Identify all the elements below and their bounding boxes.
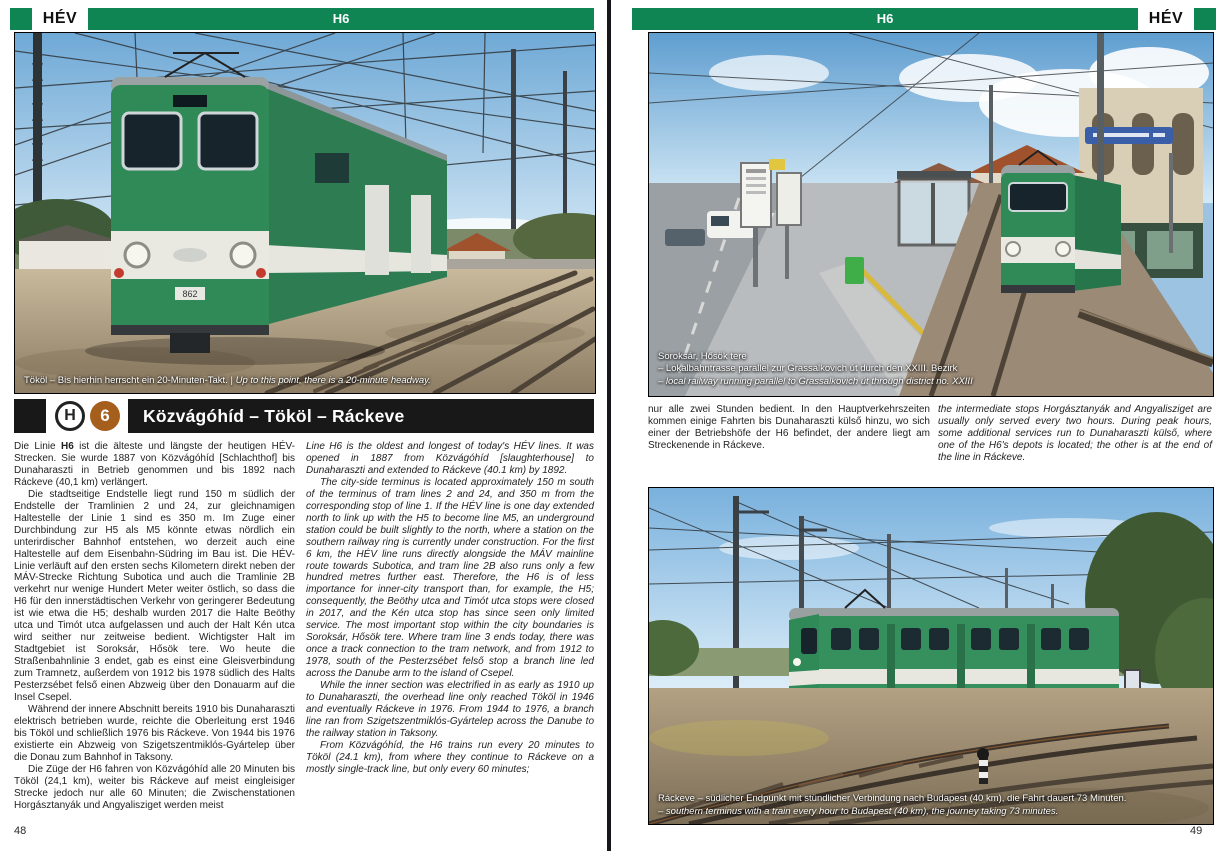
paragraph-de-3: Während der innere Abschnitt bereits 1910 bis Dunaharaszti elektrisch betrieben wurde, reichte die Oberleitung erst 1946 bis Tököl und schließlich 1976 bis Ráckeve. Von 1944 bis 1976 existierte ein Abzweig von Szigetszentmiklós-Gyártelep über die Donau zum Bahnhof in Taksony. <box>14 703 295 763</box>
paragraph-en-4: From Közvágóhíd, the H6 trains run every 20 minutes to Tököl (24.1 km), from where they continue to Ráckeve on a mostly single-track line, but only every 60 minutes; <box>306 739 594 775</box>
column-english-left-page <box>306 441 594 776</box>
header-line-bar-right <box>632 8 1138 30</box>
train-number-plate: 862 <box>182 289 198 299</box>
de-p1-lead: Die Linie <box>14 441 61 452</box>
platform-edge <box>423 259 595 269</box>
page-number-left: 48 <box>14 825 27 837</box>
header-green-square-right <box>1194 8 1216 30</box>
photo-tokol-station <box>14 32 596 394</box>
hev-logo-letter: H <box>64 407 76 424</box>
section-title-bar <box>128 399 594 433</box>
caption-soroksar-line2: – Lokalbahntrasse parallel zur Grassalkovich út durch den XXIII. Bezirk <box>658 363 958 374</box>
photo-caption-rackeve <box>658 793 1126 818</box>
photo-caption-tokol <box>24 375 431 388</box>
page-number-right: 49 <box>1190 825 1203 837</box>
photo-soroksar-street <box>648 32 1214 397</box>
caption-tokol-en: Up to this point, there is a 20-minute headway. <box>235 374 431 386</box>
paragraph-en-3: While the inner section was electrified in as early as 1910 up to Dunaharaszti, the overhead line only reached Tököl in 1946 and eventually Ráckeve in 1976. From 1944 to 1976, a branch line ran from Szigetszentmiklós-Gyártelep across the Danube to the railway station in Taksony. <box>306 680 594 739</box>
header-hev-label-left: HÉV <box>36 8 84 30</box>
caption-divider: | <box>230 374 233 386</box>
photo-rackeve-terminus <box>648 487 1214 825</box>
paragraph-de-1 <box>14 441 295 489</box>
trash-bin <box>845 257 864 284</box>
header-green-square-left <box>10 8 32 30</box>
paragraph-en-continuation: the intermediate stops Horgásztanyák and Angyalisziget are usually only served every two hours. During peak hours, some additional services run to Dunaharaszti külső, where one of the H6's depots is located; the other is at the end of the line in Ráckeve. <box>938 404 1212 463</box>
paragraph-de-4: Die Züge der H6 fahren von Közvágóhíd alle 20 Minuten bis Tököl (24,1 km), weiter bis Ráckeve auf meist eingleisiger Strecke jedoch nur alle 60 Minuten; die Zwischenstationen Horgásztanyák und Angyalisziget werden meist <box>14 763 295 811</box>
heading-black-square <box>14 399 46 433</box>
photo-soroksar-illustration <box>649 33 1213 396</box>
paragraph-de-continuation: nur alle zwei Stunden bedient. In den Hauptverkehrszeiten kommen einige Fahrten bis Dunaharaszti külső hinzu, wo sich einer der Betriebshöfe der H6 befindet, der andere liegt am Streckenende in Ráckeve. <box>648 404 930 451</box>
caption-tokol-de: Tököl – Bis hierhin herrscht ein 20-Minuten-Takt. <box>24 374 228 386</box>
paragraph-en-2: The city-side terminus is located approximately 150 m south of the terminus of tram lines 2 and 24, and 350 m from the corresponding stop of line 1. If the HÉV line is one day extended north to link up with the H5 to become line M5, an underground station could be built slightly to the north, where a station on the southern railway ring is currently under construction. For the first 6 km, the HÉV line runs directly alongside the MÁV mainline route towards Subotica, and tram line 2B also runs only a few hundred metres further east. Therefore, the H6 is of less importance for inner-city transport than, for example, the H5; consequently, the Beöthy utca and Timót utca stops were closed in 2017, and the Kén utca stop has since seen only limited service. The most important stop within the city boundaries is Soroksár, Hősök tere. Where tram line 3 ends today, there was once a track connection to the tram network, and from 1912 to 1978, south of the Pesterzsébet felső stop a branch line led across the Danube arm to the island of Csepel. <box>306 476 594 680</box>
header-hev-label-right: HÉV <box>1142 8 1190 30</box>
header-line-label-left: H6 <box>332 11 350 26</box>
column-german-left-page <box>14 441 295 812</box>
line-number-badge <box>90 401 120 431</box>
line-number-text: 6 <box>100 406 110 425</box>
page-right <box>613 0 1226 851</box>
header-line-bar-left <box>88 8 594 30</box>
photo-tokol-illustration <box>15 33 595 393</box>
hev-circle-logo <box>55 401 85 431</box>
de-p1-bold: H6 <box>60 441 74 452</box>
column-english-right-page <box>938 404 1212 464</box>
section-title: Közvágóhíd – Tököl – Ráckeve <box>143 406 405 426</box>
caption-rackeve-line1: Ráckeve – südlicher Endpunkt mit stündlicher Verbindung nach Budapest (40 km), die Fahrt dauert 73 Minuten. <box>658 793 1127 804</box>
caption-soroksar-line3: – local railway running parallel to Grassalkovich út through district no. XXIII <box>658 375 973 387</box>
column-german-right-page <box>648 404 930 452</box>
paragraph-en-1: Line H6 is the oldest and longest of today's HÉV lines. It was opened in 1887 from Közvágóhíd [slaughterhouse] to Dunaharaszti and extended to Ráckeve (40.1 km) by 1892. <box>306 441 594 476</box>
photo-rackeve-illustration <box>649 488 1213 824</box>
paragraph-de-2: Die stadtseitige Endstelle liegt rund 150 m südlich der Endstelle der Tramlinien 2 und 24, zur gleichnamigen Haltestelle der Linie 1 sind es 350 m. Im Zuge einer Durchbindung zur H5 als M5 könnte etwas nördlich ein unterirdischer Bahnhof entstehen, wo derzeit auch eine Haltestelle auf dem Eisenbahn-Südring im Bau ist. Die HÉV-Linie verläuft auf den ersten sechs Kilometern direkt neben der MÁV-Strecke Richtung Subotica und auch die Tramlinie 2B verkehrt nur wenige Hundert Meter weiter östlich, so dass die H6 für den innerstädtischen Verkehr von geringerer Bedeutung ist wie etwa die H5; deshalb wurden 2017 die Halte Beöthy utca und Timót utca aufgelassen und auch der Halt Kén utca wird seither nur zeitweise bedient. Wichtigster Halt im Stadtgebiet ist Soroksár, Hősök tere. Wo heute die Straßenbahnlinie 3 endet, gab es einst eine Gleisverbindung zum Tramnetz, außerdem von 1912 bis 1978 südlich des Halts Pesterzsébet felső einen Abzweig über den Donauarm auf die Insel Csepel. <box>14 488 295 704</box>
de-p1-rest: ist die älteste und längste der heutigen HÉV-Strecken. Sie wurde 1887 von Közvágóhíd [Schlachthof] bis Dunaharaszti in Betrieb genommen und bis 1892 nach Ráckeve (40,1 km) verlängert. <box>14 441 295 488</box>
photo-caption-soroksar <box>658 351 973 389</box>
header-line-label-right: H6 <box>876 11 894 26</box>
caption-soroksar-line1: Soroksár, Hősök tere <box>658 350 747 362</box>
page-gutter <box>607 0 611 851</box>
caption-rackeve-line2: – southern terminus with a train every hour to Budapest (40 km), the journey taking 73 minutes. <box>658 805 1059 817</box>
